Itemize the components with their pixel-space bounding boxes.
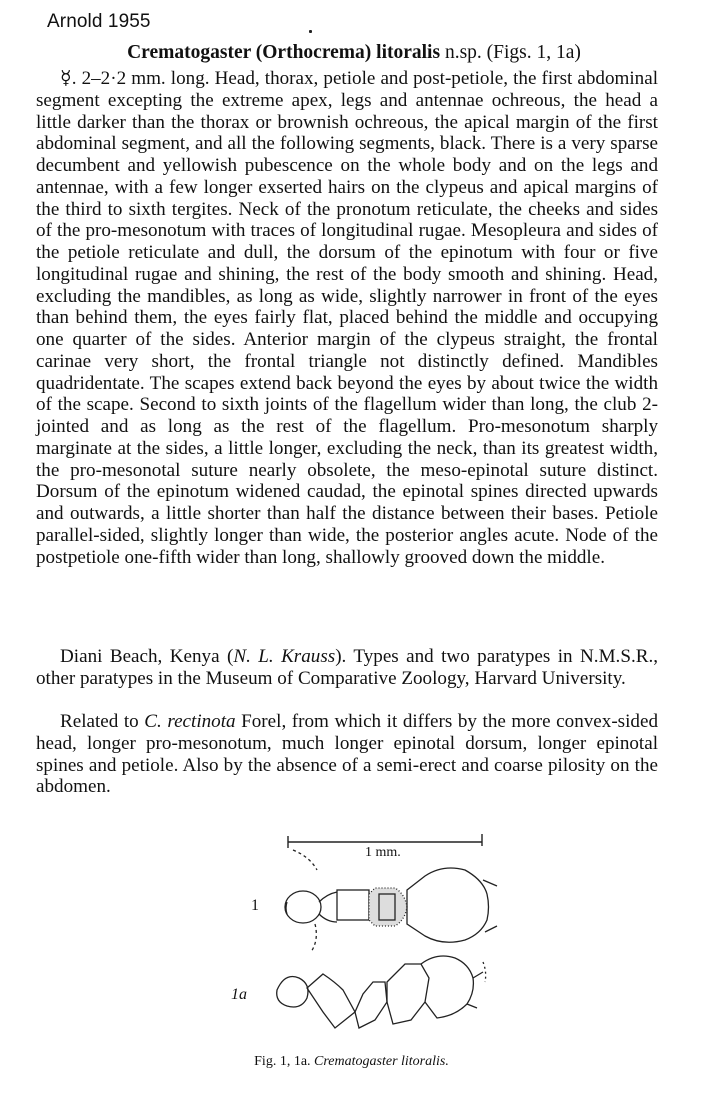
scale-label: 1 mm. <box>365 845 401 860</box>
article-title <box>36 40 672 65</box>
ant-figure <box>215 832 515 1032</box>
locality-paragraph <box>36 646 658 690</box>
figure-label-1a: 1a <box>231 986 247 1003</box>
dorsal-view-drawing <box>285 850 497 952</box>
related-species: C. rectinota <box>144 711 236 732</box>
print-speck <box>309 30 312 33</box>
title-species: Crematogaster (Orthocrema) litoralis <box>127 42 441 63</box>
locality-post: ). Types and two paratypes in N.M.S.R., other paratypes in the Museum of Comparative Zoology, Harvard University. <box>36 646 659 689</box>
locality-collector: N. L. Krauss <box>233 646 336 667</box>
locality-pre: Diani Beach, Kenya ( <box>60 646 234 667</box>
source-label: Arnold 1955 <box>47 11 151 32</box>
related-pre: Related to <box>60 711 145 732</box>
related-post: Forel, from which it differs by the more convex-sided head, longer pro-mesonotum, much longer epinotal dorsum, longer epinotal spines and petiole. Also by the absence of a semi-erect and coarse pilosity on the abdomen. <box>36 711 658 798</box>
caption-species: Crematogaster litoralis. <box>314 1054 449 1069</box>
description-paragraph: ☿. 2–2·2 mm. long. Head, thorax, petiole and post-petiole, the first abdominal segment excepting the extreme apex, legs and antennae ochreous, the head a little darker than the thorax or brownish ochreous, the apical margin of the first abdominal segment, and all the following segments, black. There is a very sparse decumbent and yellowish pubescence on the whole body and on the legs and antennae, with a few longer exserted hairs on the clypeus and apical margins of the third to sixth tergites. Neck of the pronotum reticulate, the cheeks and sides of the pro-mesonotum with traces of longitudinal rugae. Mesopleura and sides of the petiole reticulate and dull, the dorsum of the epinotum with four or five longitudinal rugae and shining, the rest of the body smooth and shining. Head, excluding the mandibles, as long as wide, slightly narrower in front of the eyes than behind them, the eyes fairly flat, placed behind the middle and occupying one quarter of the sides. Anterior margin of the clypeus straight, the frontal carinae very short, the frontal triangle not distinctly defined. Mandibles quadridentate. The scapes extend back beyond the eyes by about twice the width of the scape. Second to sixth joints of the flagellum wider than long, the club 2-jointed and as long as the rest of the flagellum. Pro-mesonotum sharply marginate at the sides, a little longer, excluding the neck, than its greatest width, the pro-mesonotal suture nearly obsolete, the meso-epinotal suture distinct. Dorsum of the epinotum widened caudad, the epinotal spines directed upwards and outwards, a little shorter than half the distance between their bases. Petiole parallel-sided, slightly longer than wide, the posterior angles acute. Node of the postpetiole one-fifth wider than long, shallowly grooved down the middle. <box>36 68 658 568</box>
title-figures: n.sp. (Figs. 1, 1a) <box>440 42 581 63</box>
figure-caption <box>0 1054 703 1070</box>
caption-prefix: Fig. 1, 1a. <box>254 1054 315 1069</box>
lateral-view-drawing <box>277 956 486 1028</box>
figure-label-1: 1 <box>251 897 259 914</box>
related-paragraph <box>36 711 658 798</box>
